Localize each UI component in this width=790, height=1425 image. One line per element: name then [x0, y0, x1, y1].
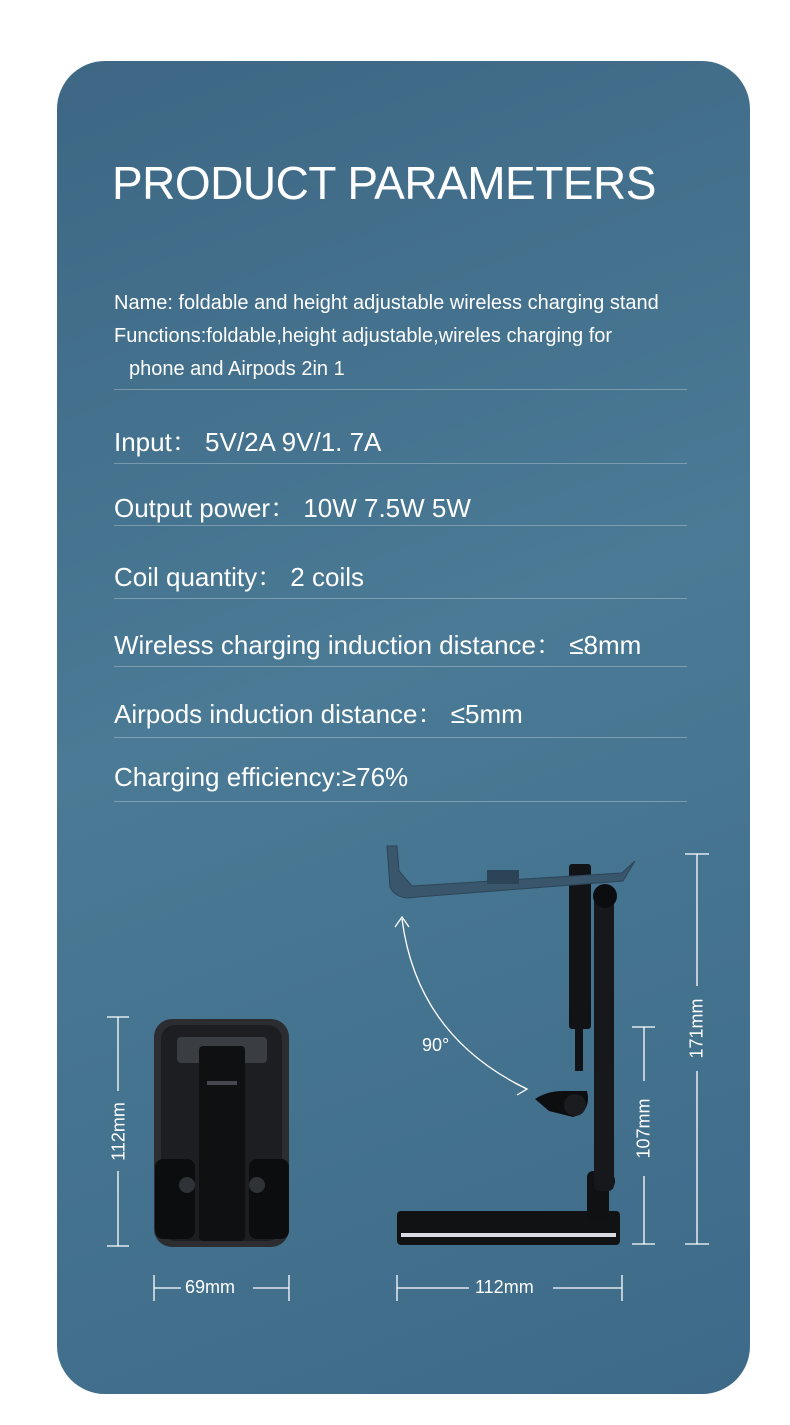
spec-functions-line2: phone and Airpods 2in 1	[129, 358, 345, 380]
spec-name: Name: foldable and height adjustable wireless charging stand	[114, 292, 659, 314]
front-view-stand	[154, 1019, 289, 1247]
spec-output-power: Output power： 10W 7.5W 5W	[114, 493, 471, 523]
angle-label: 90°	[422, 1035, 450, 1055]
side-total-height-label: 171mm	[686, 998, 707, 1059]
front-height-label: 112mm	[108, 1102, 129, 1161]
side-width-label: 112mm	[475, 1277, 534, 1297]
product-parameters-card	[57, 61, 750, 1394]
page-title: PRODUCT PARAMETERS	[112, 157, 656, 209]
spec-airpods-distance: Airpods induction distance： ≤5mm	[114, 699, 523, 729]
spec-input: Input： 5V/2A 9V/1. 7A	[114, 427, 382, 457]
side-low-height-label: 107mm	[633, 1098, 654, 1159]
product-dimension-drawings	[57, 61, 750, 1394]
spec-functions-line1: Functions:foldable,height adjustable,wireles charging for	[114, 325, 613, 347]
spec-coil-quantity: Coil quantity： 2 coils	[114, 562, 364, 592]
spec-charging-efficiency: Charging efficiency:≥76%	[114, 762, 409, 792]
spec-wireless-distance: Wireless charging induction distance： ≤8mm	[114, 630, 642, 660]
front-width-label: 69mm	[185, 1277, 236, 1297]
